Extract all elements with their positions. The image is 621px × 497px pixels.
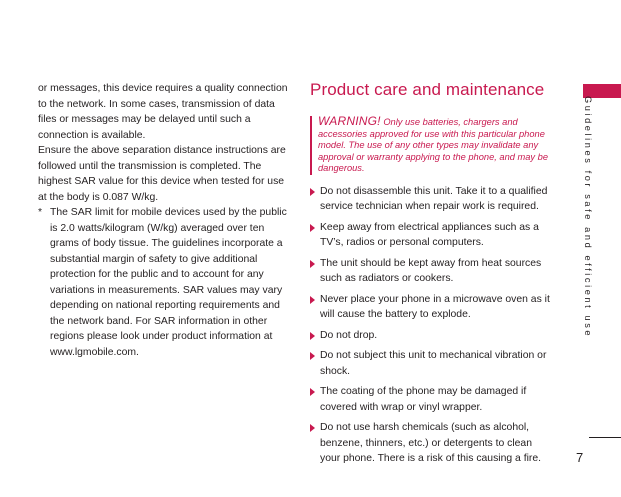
arrow-bullet-icon (310, 388, 315, 396)
list-item (310, 420, 555, 467)
section-title: Product care and maintenance (310, 80, 545, 99)
arrow-bullet-icon (310, 224, 315, 232)
paragraph-sar-value: Ensure the above separation distance instructions are followed until the transmission is completed. The highest SAR value for this device when tested for use at the body is 0.087 W/kg. (38, 145, 286, 203)
arrow-bullet-icon (310, 188, 315, 196)
list-item-text: The coating of the phone may be damaged if covered with wrap or vinyl wrapper. (320, 386, 527, 413)
list-item-text: Do not disassemble this unit. Take it to a qualified service technician when repair work is required. (320, 185, 548, 213)
list-item (310, 256, 555, 287)
page-number: 7 (576, 450, 584, 465)
left-column (38, 81, 290, 360)
list-item (310, 348, 555, 379)
list-item-text: Do not use harsh chemicals (such as alcohol, benzene, thinners, etc.) or detergents to clean your phone. There is a risk of this causing a fire. (320, 422, 542, 465)
arrow-bullet-icon (310, 424, 315, 432)
list-item (310, 292, 555, 323)
arrow-bullet-icon (310, 260, 315, 268)
list-item (310, 328, 555, 344)
arrow-bullet-icon (310, 296, 315, 304)
warning-text: Only use batteries, chargers and accessories approved for use with this particular phone model. The use of any other types may invalidate any approval or warranty applying to the phone, and may be dangerous. (318, 117, 548, 174)
page-number-rule (589, 437, 621, 438)
list-item-text: Do not drop. (320, 329, 378, 341)
warning-box (310, 116, 555, 175)
list-item-text: Never place your phone in a microwave oven as it will cause the battery to explode. (320, 293, 550, 321)
list-item-text: The unit should be kept away from heat sources such as radiators or cookers. (320, 257, 542, 285)
list-item (310, 184, 555, 215)
footnote-text: The SAR limit for mobile devices used by the public is 2.0 watts/kilogram (W/kg) averaged over ten grams of body tissue. The guidelines incorporate a substantial margin of safety to give additional protection for the public and to account for any variations in measurements. SAR values may vary depending on national reporting requirements and the network band. For SAR information in other regions please look under product information at www.lgmobile.com. (50, 207, 287, 358)
side-section-label: Guidelines for safe and efficient use (583, 96, 593, 339)
right-column (310, 78, 555, 472)
list-item-text: Keep away from electrical appliances such as a TV’s, radios or personal computers. (320, 221, 539, 249)
arrow-bullet-icon (310, 352, 315, 360)
paragraph-continued: or messages, this device requires a quality connection to the network. In some cases, transmission of data files or messages may be delayed until such a connection is available. (38, 83, 288, 141)
list-item-text: Do not subject this unit to mechanical vibration or shock. (320, 350, 547, 377)
warning-label: WARNING! (318, 114, 381, 128)
list-item (310, 220, 555, 251)
list-item (310, 384, 555, 415)
care-list (310, 184, 555, 467)
sar-footnote (38, 205, 290, 360)
footnote-marker: * (38, 207, 43, 218)
arrow-bullet-icon (310, 332, 315, 340)
